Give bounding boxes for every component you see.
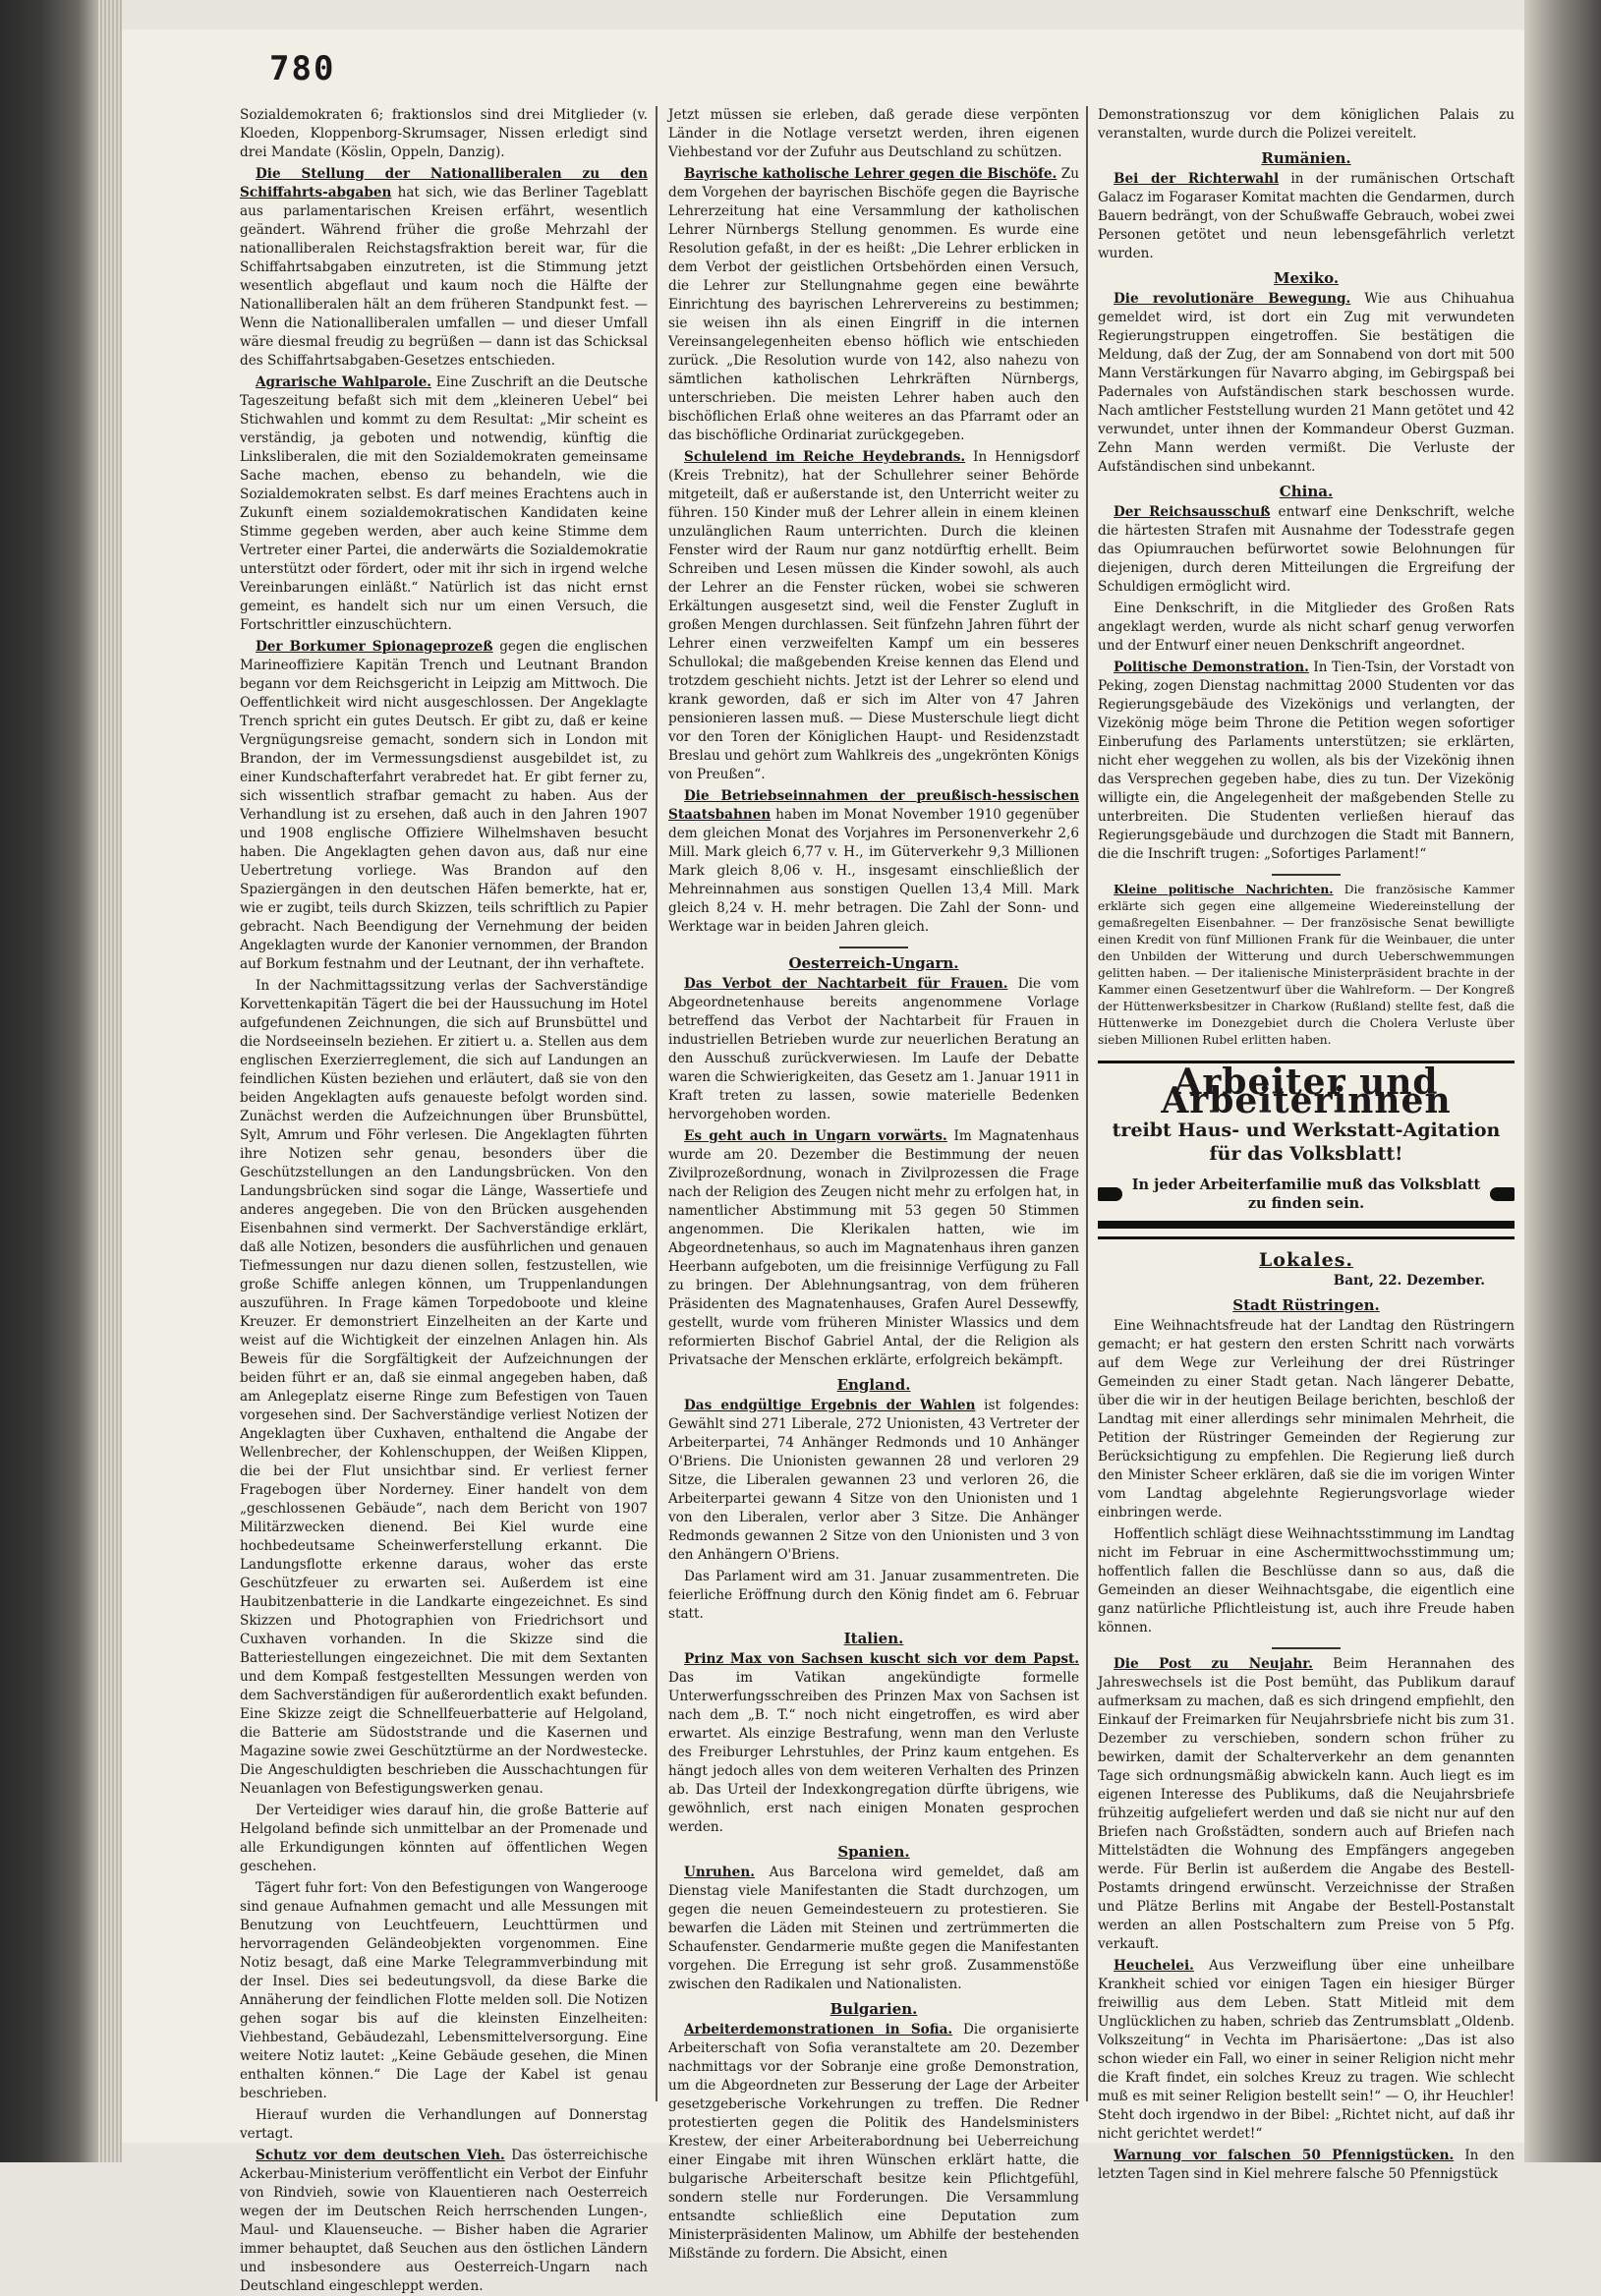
- article-heading: Die revolutionäre Bewegung.: [1114, 291, 1351, 307]
- pointing-hand-icon: [1490, 1187, 1515, 1201]
- article-heading: Bei der Richterwahl: [1114, 171, 1280, 187]
- column-rule: [656, 106, 658, 2101]
- article-text: Demonstrationszug vor dem königlichen Palais zu veranstalten, wurde durch die Polizei vereitelt.: [1098, 107, 1515, 142]
- article-text: entwarf eine Denkschrift, welche die härtesten Strafen mit Ausnahme der Todesstrafe gegen das Opiumrauchen befürwortet sowie Belohnungen für diejenigen, durch deren Mitteilungen die Ergreifung der Schuldigen ermöglicht wird.: [1098, 504, 1515, 595]
- article-text: In Hennigsdorf (Kreis Trebnitz), hat der Schullehrer seiner Behörde mitgeteilt, daß er außerstande ist, den Unterricht weiter zu führen. 150 Kinder muß der Lehrer allein in einem kleinen unzulänglichen Raum unterrichten. Durch die kleinen Fenster wird der Raum nur ganz notdürftig erhellt. Beim Schreiben und Lesen müssen die Kinder sowohl, als auch der Lehrer an die Fenster rücken, wobei sie schweren Erkältungen ausgesetzt sind, weil die Fenster Zugluft in großen Mengen durchlassen. Seit fünfzehn Jahren führt der Lehrer einen verzweifelten Kampf um ein besseres Schullokal; die maßgebenden Kreise kennen das Elend und trotzdem geschieht nichts. Jetzt ist der Lehrer so elend und krank geworden, daß er sich im Alter von 47 Jahren pensionieren lassen muß. — Diese Musterschule liegt dicht vor den Toren der Königlichen Haupt- und Residenzstadt Breslau und gehört zum Wahlkreis des „ungekrönten Königs von Preußen“.: [668, 449, 1079, 782]
- article: [1098, 1957, 1515, 2144]
- article-heading: Heuchelei.: [1114, 1958, 1194, 1974]
- article-heading: Der Borkumer Spionageprozeß: [256, 639, 493, 655]
- section-heading: Oesterreich-Ungarn.: [788, 954, 959, 972]
- book-binding-shadow: [0, 0, 98, 2162]
- article-text: haben im Monat November 1910 gegenüber dem gleichen Monat des Vorjahres im Personenverkehr 2,6 Mill. Mark gleich 6,77 v. H., im Güterverkehr 9,3 Millionen Mark gleich 8,06 v. H., insgesamt einschließlich der Mehreinnahmen aus sonstigen Quellen 13,4 Mill. Mark gleich 8,24 v. H. mehr betragen. Die Zahl der Sonn- und Werktage war in beiden Jahren gleich.: [668, 807, 1079, 935]
- article-text: Die vom Abgeordnetenhause bereits angenommene Vorlage betreffend das Verbot der Nachtarbeit für Frauen in industriellen Betrieben wurde zur neuerlichen Beratung an den Ausschuß zurückverwiesen. Im Laufe der Debatte waren die Schwierigkeiten, das Gesetz am 1. Januar 1911 in Kraft treten zu lassen, sowie materielle Bedenken hervorgehoben worden.: [668, 976, 1079, 1122]
- ad-title: Arbeiter und Arbeiterinnen: [1161, 1062, 1452, 1121]
- column-1: [240, 106, 649, 2294]
- article: [240, 2147, 648, 2296]
- article: [1098, 659, 1515, 864]
- ad-footer-text: In jeder Arbeiterfamilie muß das Volksblatt zu finden sein.: [1131, 1177, 1481, 1212]
- page-edges: [98, 0, 122, 2162]
- section-heading: China.: [1279, 483, 1334, 500]
- section-heading: Bulgarien.: [829, 2000, 918, 2018]
- article-text: Die organisierte Arbeiterschaft von Sofia veranstaltete am 20. Dezember nachmittags vor der Sobranje eine große Demonstration, um die Abgeordneten zur Besserung der Lage der Arbeiter gesetzgeberische Vorkehrungen zu treffen. Die Redner protestierten gegen die Politik des Handelsministers Krestew, der einer Arbeiterabordnung bei Ueberreichung einer Eingabe mit ihren Wünschen erklärt hatte, die bulgarische Arbeiterschaft besitze kein Pflichtgefühl, sondern stelle nur Forderungen. Die Versammlung entsandte schließlich eine Deputation zum Ministerpräsidenten Malinow, um Abhilfe der bestehenden Mißstände zu fordern. Die Absicht, einen: [668, 2022, 1079, 2262]
- news-briefs: [1098, 882, 1515, 1049]
- article-text: Das im Vatikan angekündigte formelle Unterwerfungsschreiben des Prinzen Max von Sachsen ist nach dem „B. T.“ noch nicht eingetroffen, es wird aber erwartet. Als einzige Bestrafung, wenn man den Verluste des Freiburger Lehrstuhles, der Prinz kaum entgehen. Es hängt jedoch alles von dem weiteren Verhalten des Prinzen ab. Das Urteil der Indexkongregation dürfte übrigens, wie gewöhnlich, erst nach einigen Monaten gesprochen werden.: [668, 1670, 1079, 1835]
- article-heading: Bayrische katholische Lehrer gegen die Bischöfe.: [684, 166, 1058, 182]
- article-heading: Schulelend im Reiche Heydebrands.: [684, 449, 966, 465]
- article-text: In der Nachmittagssitzung verlas der Sachverständige Korvettenkapitän Tägert die bei der Haussuchung im Hotel aufgefundenen Zeichnungen, die sich auf Brunsbüttel und die Nordseeinseln beziehen. Er zitiert u. a. Stellen aus dem englischen Exerzierreglement, die sich auf Landungen an feindlichen Küsten beziehen und erläutert, daß sie von den beiden Angeklagten aufs genaueste befolgt worden sind. Zunächst werden die Aufzeichnungen über Brunsbüttel, Sylt, Amrum und Föhr verlesen. Die Angeklagten führten ihre Notizen sehr genau, besonders über die Geschützstellungen an den Landungsbrücken. Von den Landungsbrücken sind sogar die Länge, Wassertiefe und anderes angegeben. Die von den Brücken ausgehenden Eisenbahnen sind vermerkt. Der Sachverständige erklärt, daß alle Notizen, besonders die ausführlichen und genauen Tiefmessungen nur dazu dienen sollen, festzustellen, wie große Schiffe anlegen können, um Truppenlandungen auszuführen. In Frage kämen Torpedoboote und kleine Kreuzer. Er demonstriert Einzelheiten an der Karte und weist auf die Wichtigkeit der einzelnen Anlagen hin. Als Beweis für die Sorgfältigkeit der Aufzeichnungen der beiden führt er an, daß sie einmal angegeben haben, daß am Anlegeplatz eiserne Ringe zum Befestigen von Tauen vorgesehen sind. Der Sachverständige verliest Notizen der Angeklagten über Cuxhaven, enthaltend die Angabe der Wellenbrecher, der Kohlenschuppen, der Weißen Klippen, die bei der Flut unsichtbar sind. Er verliest ferner Fragebogen über Norderney. Einer handelt von dem „geschlossenen Gebäude“, nach dem Bericht von 1907 Militärzwecken dienend. Bei Kiel wurde eine hochbedeutsame Scheinwerferstellung erkannt. Die Landungsflotte erkenne daraus, woher das erste Geschützfeuer zu erwarten sei. Außerdem ist eine Haubitzenbatterie in die Landkarte eingezeichnet. Es sind Skizzen und Photographien von Friedrichsort und Cuxhaven vorhanden. In die Skizze sind die Batteriestellungen eingezeichnet. Die mit dem Sextanten und dem Kompaß festgestellten Messungen werden von dem Sachverständigen für außerordentlich exakt befunden. Eine Skizze zeigt die Schnellfeuerbatterie auf Helgoland, die Batterie am Südoststrande und die Kasernen und Magazine sowie zwei Geschütztürme an der Nordwestecke. Die Angeschuldigten beschrieben die Ausschachtungen für Neuanlagen von Befestigungswerken genau.: [240, 978, 648, 1797]
- article: [668, 1650, 1079, 1837]
- article-text: Tägert fuhr fort: Von den Befestigungen von Wangerooge sind genaue Aufnahmen gemacht und alle Messungen mit Benutzung von Leuchtfeuern, Leuchttürmen und hervorragenden Geländeobjekten vorgenommen. Eine Notiz besagt, daß eine Marke Telegrammverbindung mit der Insel. Dies sei bedeutungsvoll, da diese Barke die Annäherung der feindlichen Flotte melden soll. Die Notizen gehen sogar bis auf die kleinsten Einzelheiten: Viehbestand, Gebäudezahl, Lebensmittelversorgung. Eine weitere Notiz lautet: „Keine Gebäude gesehen, die Minen enthalten können.“ Die Lage der Kabel ist genau beschrieben.: [240, 1880, 648, 2101]
- ad-subtitle: treibt Haus- und Werkstatt-Agitation für das Volksblatt!: [1112, 1119, 1501, 1165]
- article-text: Eine Denkschrift, in die Mitglieder des Großen Rats angeklagt werden, wurde als nicht scharf genug verworfen und der Entwurf einer neuen Denkschrift angeordnet.: [1098, 601, 1515, 654]
- article-heading: Agrarische Wahlparole.: [256, 374, 431, 390]
- page-number: 780: [269, 49, 336, 88]
- article: [668, 1127, 1079, 1370]
- article-text: Aus Verzweiflung über eine unheilbare Krankheit schied vor einigen Tagen ein hiesiger Bürger freiwillig aus dem Leben. Statt Mitleid mit dem Unglücklichen zu haben, schrieb das Zentrumsblatt „Oldenb. Volkszeitung“ in Vechta im Pharisäertone: „Das ist also schon wieder ein Fall, wo einer in seiner Religion nicht mehr die Kraft findet, ein solches Kreuz zu tragen. Wie schlecht muß es mit seiner Religion bestellt sein!“ — O, ihr Heuchler! Steht doch irgendwo in der Bibel: „Richtet nicht, auf daß ihr nicht gerichtet werdet!“: [1098, 1958, 1515, 2142]
- article: [668, 1397, 1079, 1565]
- article-text: Beim Herannahen des Jahreswechsels ist die Post bemüht, das Publikum darauf aufmerksam zu machen, daß es sich dringend empfiehlt, den Einkauf der Freimarken für Neujahrsbriefe nicht bis zum 31. Dezember zu verschieben, sondern schon früher zu bewirken, damit der Schalterverkehr an dem genannten Tage sich ordnungsmäßig abwickeln kann. Auch liegt es im eigenen Interesse des Publikums, daß die Neujahrsbriefe frühzeitig aufgeliefert werden und daß sie nicht nur auf den Briefen nach Großstädten, sondern auch auf Briefen nach Mittelstädten die Wohnung des Empfängers angegeben werde. Für Berlin ist außerdem die Angabe des Bestell-Postamts dringend erwünscht. Verzeichnisse der Straßen und Plätze Berlins mit Angabe der Bestell-Postanstalt werden an allen Postschaltern zum Preise von 5 Pfg. verkauft.: [1098, 1656, 1515, 1952]
- article-text: In den letzten Tagen sind in Kiel mehrere falsche 50 Pfennigstück: [1098, 2148, 1515, 2182]
- column-rule: [1086, 106, 1088, 2101]
- article-heading: Warnung vor falschen 50 Pfennigstücken.: [1114, 2148, 1455, 2163]
- article-text: Sozialdemokraten 6; fraktionslos sind drei Mitglieder (v. Kloeden, Kloppenborg-Skrumsager, Nissen erledigt sind drei Mandate (Köslin, Oppeln, Danzig).: [240, 107, 648, 160]
- article-heading: Die Post zu Neujahr.: [1114, 1656, 1313, 1672]
- article: [240, 373, 648, 635]
- article-text: Jetzt müssen sie erleben, daß gerade diese verpönten Länder in die Notlage versetzt werden, ihren eigenen Viehbestand vor der Zufuhr aus Deutschland zu schützen.: [668, 107, 1079, 160]
- pointing-hand-icon: [1098, 1187, 1122, 1201]
- column-3: [1098, 106, 1515, 2182]
- article-text: Im Magnatenhaus wurde am 20. Dezember die Bestimmung der neuen Zivilprozeßordnung, wonach in Zivilprozessen die Frage nach der Religion des Zeugen nicht mehr zu erfolgen hat, in namentlicher Abstimmung mit 53 gegen 50 Stimmen angenommen. Die Klerikalen hatten, wie im Abgeordnetenhaus, so auch im Magnatenhaus ihren ganzen Heerbann aufgeboten, um die freisinnige Verfügung zu Fall zu bringen. Der Ablehnungsantrag, von dem früheren Präsidenten des Magnatenhauses, Grafen Aurel Dessewffy, gestellt, wurde vom früheren Minister Wlassics und dem reformierten Bischof Gabriel Antal, der die Religion als Privatsache der Menschen erklärte, erfolgreich bekämpft.: [668, 1128, 1079, 1368]
- article-text: Hoffentlich schlägt diese Weihnachtsstimmung im Landtag nicht im Februar in eine Aschermittwochsstimmung um; hoffentlich fallen die Beschlüsse dann so aus, daß die Gemeinden an dieser Weihnachtsgabe, die eigentlich eine ganz natürliche Pflichtleistung ist, auch ihre Freude haben können.: [1098, 1526, 1515, 1636]
- article: [668, 975, 1079, 1124]
- advertisement-box: [1098, 1061, 1515, 1239]
- ad-bottom-bar: [1098, 1221, 1515, 1229]
- article-heading: Kleine politische Nachrichten.: [1114, 883, 1334, 896]
- article-text: In Tien-Tsin, der Vorstadt von Peking, zogen Dienstag nachmittag 2000 Studenten vor das Regierungsgebäude des Vizekönigs und verlangten, der Vizekönig möge beim Throne die Petition wegen sofortiger Einberufung des Parlaments unterstützen; sie erklärten, nicht eher weggehen zu wollen, als bis der Vizekönig ihnen das Versprechen gegeben habe, dies zu tun. Der Vizekönig willigte ein, die Angelegenheit der maßgebenden Stelle zu unterbreiten. Die Studenten verließen hierauf das Regierungsgebäude und durchzogen die Stadt mit Bannern, die die Inschrift trugen: „Sofortiges Parlament!“: [1098, 660, 1515, 862]
- article-text: Das österreichische Ackerbau-Ministerium veröffentlicht ein Verbot der Einfuhr von Rindvieh, sowie von Klauentieren nach Oesterreich wegen der im Deutschen Reich herrschenden Lungen-, Maul- und Klauenseuche. — Bisher haben die Agrarier immer behauptet, daß Seuchen aus den östlichen Ländern und insbesondere aus Oesterreich-Ungarn nach Deutschland eingeschleppt werden.: [240, 2148, 648, 2294]
- article-text: Der Verteidiger wies darauf hin, die große Batterie auf Helgoland befinde sich unmittelbar an der Promenade und alle Erkundigungen könnten auf öffentlichen Wegen geschehen.: [240, 1803, 648, 1874]
- section-heading: Spanien.: [837, 1843, 910, 1861]
- ad-footer: [1098, 1176, 1515, 1213]
- article-heading: Prinz Max von Sachsen kuscht sich vor dem Papst.: [684, 1651, 1079, 1667]
- article-text: Aus Barcelona wird gemeldet, daß am Dienstag viele Manifestanten die Stadt durchzogen, um gegen die neuen Gemeindesteuern zu protestieren. Sie bewarfen die Läden mit Steinen und zertrümmerten die Schaufenster. Gendarmerie mußte gegen die Manifestanten vorgehen. Die Erregung ist sehr groß. Zusammenstöße zwischen den Radikalen und Nationalisten.: [668, 1865, 1080, 1992]
- section-divider: [839, 947, 908, 948]
- article: [668, 165, 1079, 445]
- article-text: gegen die englischen Marineoffiziere Kapitän Trench und Leutnant Brandon begann vor dem Reichsgericht in Leipzig am Mittwoch. Die Oeffentlichkeit wird nicht ausgeschlossen. Der Angeklagte Trench spricht ein gutes Deutsch. Er gibt zu, daß er keine Vergnügungsreise gemacht, sondern sich in London mit Brandon, der im Vermessungsdienst ausgebildet ist, zu einer Kundschafterfahrt verabredet hat. Er gibt ferner zu, sich wissentlich strafbar gemacht zu haben. Aus der Verhandlung ist zu ersehen, daß auch in den Jahren 1907 und 1908 englische Offiziere Wilhelmshaven besucht haben. Die Angeklagten gehen davon aus, daß nur eine Uebertretung vorliege. Was Brandon auf den Spaziergängen in den deutschen Häfen bemerkte, hat er, wie er zugibt, teils durch Skizzen, teils schriftlich zu Papier gebracht. Nach Beendigung der Vernehmung der beiden Angeklagten wurde der Kanonier vernommen, der Brandon auf Borkum festnahm und der Leutnant, der ihn verhaftete.: [240, 639, 649, 972]
- article-heading: Der Reichsausschuß: [1114, 504, 1271, 520]
- section-divider: [1272, 874, 1341, 876]
- article-text: Eine Weihnachtsfreude hat der Landtag den Rüstringern gemacht; er hat gestern den ersten Schritt nach vorwärts auf dem Wege zur Verleihung der drei Rüstringer Gemeinden zu einer Stadt getan. Nach längerer Debatte, über die wir in der heutigen Beilage berichten, beschloß der Landtag mit einer allerdings sehr minimalen Mehrheit, die Petition der Rüstringer Gemeinden der Regierung zur Berücksichtigung zu empfehlen. Die Regierung ließ durch den Minister Scheer erklären, daß sie die im vorigen Winter vom Landtag abgelehnte Regierungsvorlage wieder einbringen werde.: [1098, 1318, 1515, 1521]
- section-heading: Lokales.: [1258, 1249, 1354, 1271]
- section-heading: England.: [836, 1376, 911, 1394]
- section-divider: [1272, 1647, 1341, 1649]
- article-text: in der rumänischen Ortschaft Galacz im Fogaraser Komitat machten die Gendarmen, durch Bauern bedrängt, von der Schußwaffe Gebrauch, wobei zwei Personen getötet und neun lebensgefährlich verletzt wurden.: [1098, 171, 1515, 261]
- article: [1098, 503, 1515, 597]
- article-text: hat sich, wie das Berliner Tageblatt aus parlamentarischen Kreisen erfährt, wesentlich geändert. Während früher die große Mehrzahl der nationalliberalen Reichstagsfraktion bereit war, für die Schiffahrtsabgaben einzutreten, ist die Stimmung jetzt wesentlich abgeflaut und kaum noch die Hälfte der Nationalliberalen hält an dem früheren Standpunkt fest. — Wenn die Nationalliberalen umfallen — und dieser Umfall wäre diesmal freudig zu begrüßen — dann ist das Schicksal des Schiffahrtsabgaben-Gesetzes entschieden.: [240, 185, 648, 369]
- article-text: Hierauf wurden die Verhandlungen auf Donnerstag vertagt.: [240, 2107, 648, 2142]
- article-heading: Das endgültige Ergebnis der Wahlen: [684, 1398, 976, 1413]
- section-heading: Stadt Rüstringen.: [1232, 1296, 1380, 1314]
- article-heading: Schutz vor dem deutschen Vieh.: [256, 2148, 505, 2163]
- dateline: Bant, 22. Dezember.: [1333, 1273, 1485, 1289]
- article: [668, 448, 1079, 784]
- article: [668, 787, 1079, 937]
- article-text: Wie aus Chihuahua gemeldet wird, ist dort ein Zug mit verwundeten Regierungstruppen eingetroffen. Sie bestätigen die Meldung, daß der Zug, der am Sonnabend von dort mit 500 Mann Verstärkungen für Navarro abging, im Gebirgspaß bei Padernales von Aufständischen stark beschossen wurde. Nach amtlicher Feststellung wurden 21 Mann getötet und 42 verwundet, unter ihnen der Kommandeur Oberst Guzman. Zehn Mann werden vermißt. Die Verluste der Aufständischen sind unbekannt.: [1098, 291, 1515, 475]
- article: [668, 2021, 1079, 2264]
- article-text: ist folgendes: Gewählt sind 271 Liberale, 272 Unionisten, 43 Vertreter der Arbeiterpartei, 74 Anhänger Redmonds und 10 Anhänger O'Briens. Die Unionisten gewannen 28 und verloren 29 Sitze, die Liberalen gewannen 23 und verloren 26, die Arbeiterpartei gewann 4 Sitze von den Unionisten und 1 von den Liberalen, verlor aber 3 Sitze. Die Anhänger Redmonds gewannen 2 Sitze von den Unionisten und 3 von den Anhängern O'Briens.: [668, 1398, 1079, 1563]
- article-text: Zu dem Vorgehen der bayrischen Bischöfe gegen die Bayrische Lehrerzeitung hat eine Versammlung der katholischen Lehrer Nürnbergs Stellung genommen. Es wurde eine Resolution gefaßt, in der es heißt: „Die Lehrer erblicken in dem Verbot der geistlichen Ortsbehörden einen Versuch, die Lehrer zur Stellungnahme gegen eine bewährte Einrichtung des bayrischen Lehrervereins zu bestimmen; sie weisen ihn als einen Eingriff in die internen Vereinsangelegenheiten ebenso höflich wie entschieden zurück. „Die Resolution wurde von 142, also nahezu von sämtlichen katholischen Lehrkräften Nürnbergs, unterschrieben. Die meisten Lehrer haben auch den bischöflichen Erlaß ohne weiteres an das Pfarramt oder an das bischöfliche Ordinariat zurückgegeben.: [668, 166, 1079, 443]
- article-text: Eine Zuschrift an die Deutsche Tageszeitung befaßt sich mit dem „kleineren Uebel“ bei Stichwahlen und kommt zu dem Resultat: „Mir scheint es verständig, ja geboten und notwendig, künftig die Linksliberalen, die mit den Sozialdemokraten gemeinsame Sache machen, ebenso zu behandeln, wie die Sozialdemokraten selbst. Es darf meines Erachtens auch in Zukunft einem sozialdemokratischen Kandidaten keine Stimme gegeben werden, aber auch keine Stimme dem Vertreter einer Partei, die anderwärts die Sozialdemokratie unterstützt oder fördert, oder mit ihr sich in irgend welche Vereinbarungen einläßt.“ Natürlich ist das nicht ernst gemeint, es handelt sich nur um einen Versuch, die Fortschrittler einzuschüchtern.: [240, 374, 648, 633]
- scan-right-shadow: [1524, 0, 1601, 2162]
- article-text: Das Parlament wird am 31. Januar zusammentreten. Die feierliche Eröffnung durch den König findet am 6. Februar statt.: [668, 1569, 1079, 1622]
- article-heading: Die Betriebseinnahmen der preußisch-hessischen Staatsbahnen: [668, 788, 1079, 823]
- article-heading: Die Stellung der Nationalliberalen zu den Schiffahrts-abgaben: [240, 166, 648, 201]
- article-text: Die französische Kammer erklärte sich gegen eine allgemeine Wiedereinstellung der gemaßregelten Eisenbahner. — Der französische Senat bewilligte einen Kredit von fünf Millionen Frank für die Weinbauer, die unter den Unbilden der Witterung und durch Ueberschwemmungen gelitten haben. — Der italienische Ministerpräsident brachte in der Kammer einen Gesetzentwurf über die Wahlreform. — Der Kongreß der Hüttenwerksbesitzer in Charkow (Rußland) stellte fest, daß die Hüttenwerke im Donezgebiet durch die Cholera Verluste über sieben Millionen Rubel erlitten haben.: [1098, 883, 1515, 1047]
- article: [1098, 290, 1515, 477]
- section-heading: Mexiko.: [1273, 269, 1340, 287]
- article-heading: Unruhen.: [684, 1865, 755, 1880]
- section-heading: Italien.: [843, 1630, 904, 1647]
- article: [240, 638, 648, 974]
- column-2: [668, 106, 1080, 2262]
- article: [1098, 2147, 1515, 2184]
- article: [668, 1864, 1079, 1994]
- article-heading: Das Verbot der Nachtarbeit für Frauen.: [684, 976, 1008, 992]
- article-heading: Arbeiterdemonstrationen in Sofia.: [684, 2022, 953, 2038]
- section-heading: Rumänien.: [1261, 149, 1351, 167]
- article-heading: Es geht auch in Ungarn vorwärts.: [684, 1128, 947, 1144]
- article-heading: Politische Demonstration.: [1114, 660, 1309, 675]
- article: [240, 165, 648, 371]
- article: [1098, 1655, 1515, 1954]
- article: [1098, 170, 1515, 263]
